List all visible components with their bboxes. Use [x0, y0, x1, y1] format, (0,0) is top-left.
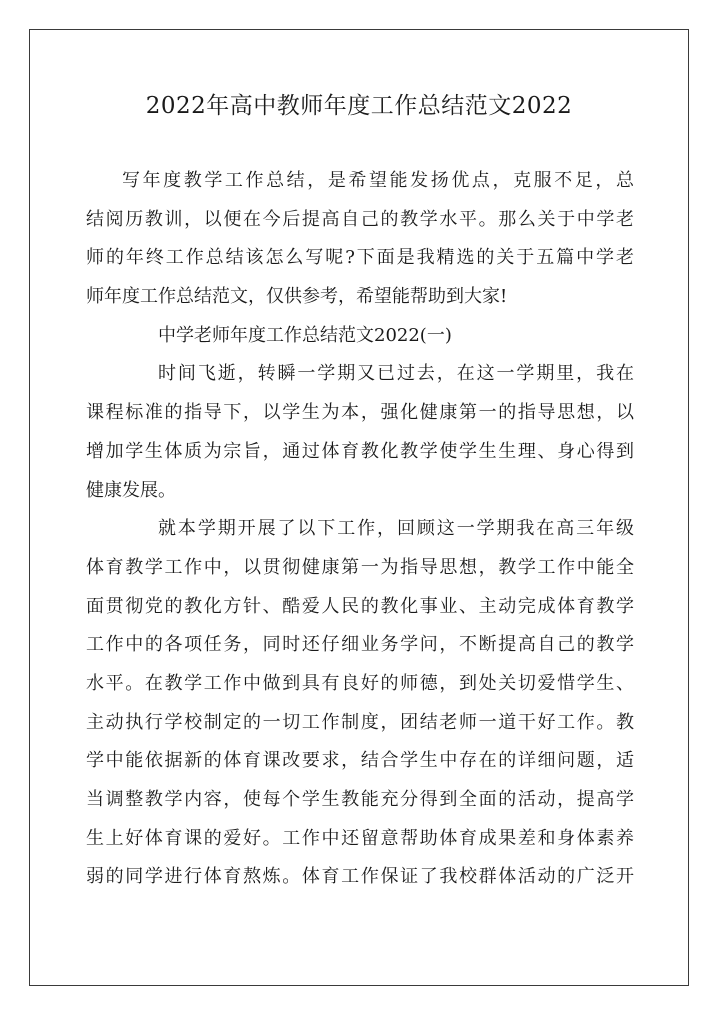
text-line: 师年度工作总结范文，仅供参考，希望能帮助到大家! — [86, 286, 508, 308]
document-title: 2022年高中教师年度工作总结范文2022 — [145, 93, 573, 119]
text-line: 水平。在教学工作中做到具有良好的师德，到处关切爱惜学生、 — [86, 672, 634, 694]
text-line: 课程标准的指导下，以学生为本，强化健康第一的指导思想，以 — [86, 402, 634, 424]
text-line: 工作中的各项任务，同时还仔细业务学问，不断提高自己的教学 — [86, 634, 634, 656]
text-line: 增加学生体质为宗旨，通过体育教化教学使学生生理、身心得到 — [86, 440, 634, 462]
section-heading: 中学老师年度工作总结范文2022(一) — [158, 324, 452, 346]
text-line: 弱的同学进行体育熬炼。体育工作保证了我校群体活动的广泛开 — [86, 866, 634, 888]
text-line: 健康发展。 — [86, 479, 176, 501]
text-line: 生上好体育课的爱好。工作中还留意帮助体育成果差和身体素养 — [86, 827, 634, 849]
text-line: 体育教学工作中，以贯彻健康第一为指导思想，教学工作中能全 — [86, 556, 634, 578]
text-line: 写年度教学工作总结，是希望能发扬优点，克服不足，总 — [122, 170, 634, 191]
text-line: 面贯彻党的教化方针、酷爱人民的教化事业、主动完成体育教学 — [86, 595, 634, 617]
text-line: 师的年终工作总结该怎么写呢?下面是我精选的关于五篇中学老 — [86, 247, 634, 269]
text-line: 时间飞逝，转瞬一学期又已过去，在这一学期里，我在 — [158, 363, 634, 385]
text-line: 结阅历教训，以便在今后提高自己的教学水平。那么关于中学老 — [86, 208, 634, 230]
text-line: 就本学期开展了以下工作，回顾这一学期我在高三年级 — [158, 518, 634, 540]
document-body — [86, 162, 634, 897]
text-line: 当调整教学内容，使每个学生教能充分得到全面的活动，提高学 — [86, 789, 634, 810]
text-line: 学中能依据新的体育课改要求，结合学生中存在的详细问题，适 — [86, 750, 634, 772]
text-line: 主动执行学校制定的一切工作制度，团结老师一道干好工作。教 — [86, 711, 634, 733]
